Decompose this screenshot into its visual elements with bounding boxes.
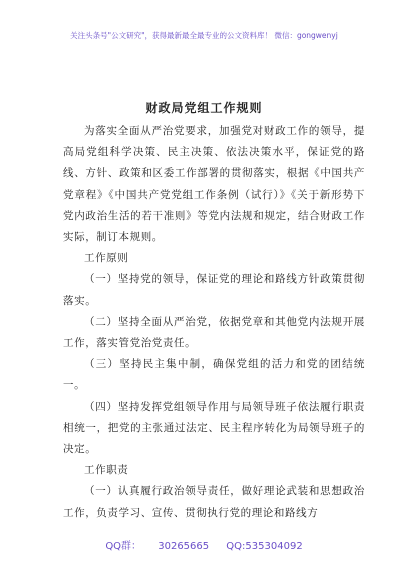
section-heading-duties: 工作职责 <box>84 464 129 477</box>
document-title: 财政局党组工作规则 <box>145 101 263 115</box>
page-header-banner: 关注头条号"公文研究"，获得最新最全最专业的公文资料库！ 微信：gongwenyj <box>70 31 338 40</box>
paragraph-principle-2: （二）坚持全面从严治党，依据党章和其他党内法规开展工作，落实管党治党责任。 <box>63 315 365 350</box>
paragraph-principle-4: （四）坚持发挥党组领导作用与局领导班子依法履行职责相统一，把党的主张通过法定、民主程序转化为局领导班子的决定。 <box>63 400 365 456</box>
paragraph-duty-1: （一）认真履行政治领导责任，做好理论武装和思想政治工作，负责学习、宣传、贯彻执行党的理论和路线方 <box>63 485 365 519</box>
section-heading-principles: 工作原则 <box>84 252 129 265</box>
document-body <box>63 121 365 524</box>
page-footer-contact: QQ群： 30265665 QQ:535304092 <box>105 541 303 552</box>
paragraph-principle-1: （一）坚持党的领导，保证党的理论和路线方针政策贯彻落实。 <box>63 273 365 307</box>
paragraph-principle-3: （三）坚持民主集中制，确保党组的活力和党的团结统一。 <box>63 358 365 392</box>
paragraph-preamble: 为落实全面从严治党要求，加强党对财政工作的领导，提高局党组科学决策、民主决策、依法决策水平，保证党的路线、方针、政策和区委工作部署的贯彻落实，根据《中国共产党章程》《中国共产党党组工作条例（试行）》《关于新形势下党内政治生活的若干准则》等党内法规和规定，结合财政工作实际，制订本规则。 <box>63 125 365 244</box>
